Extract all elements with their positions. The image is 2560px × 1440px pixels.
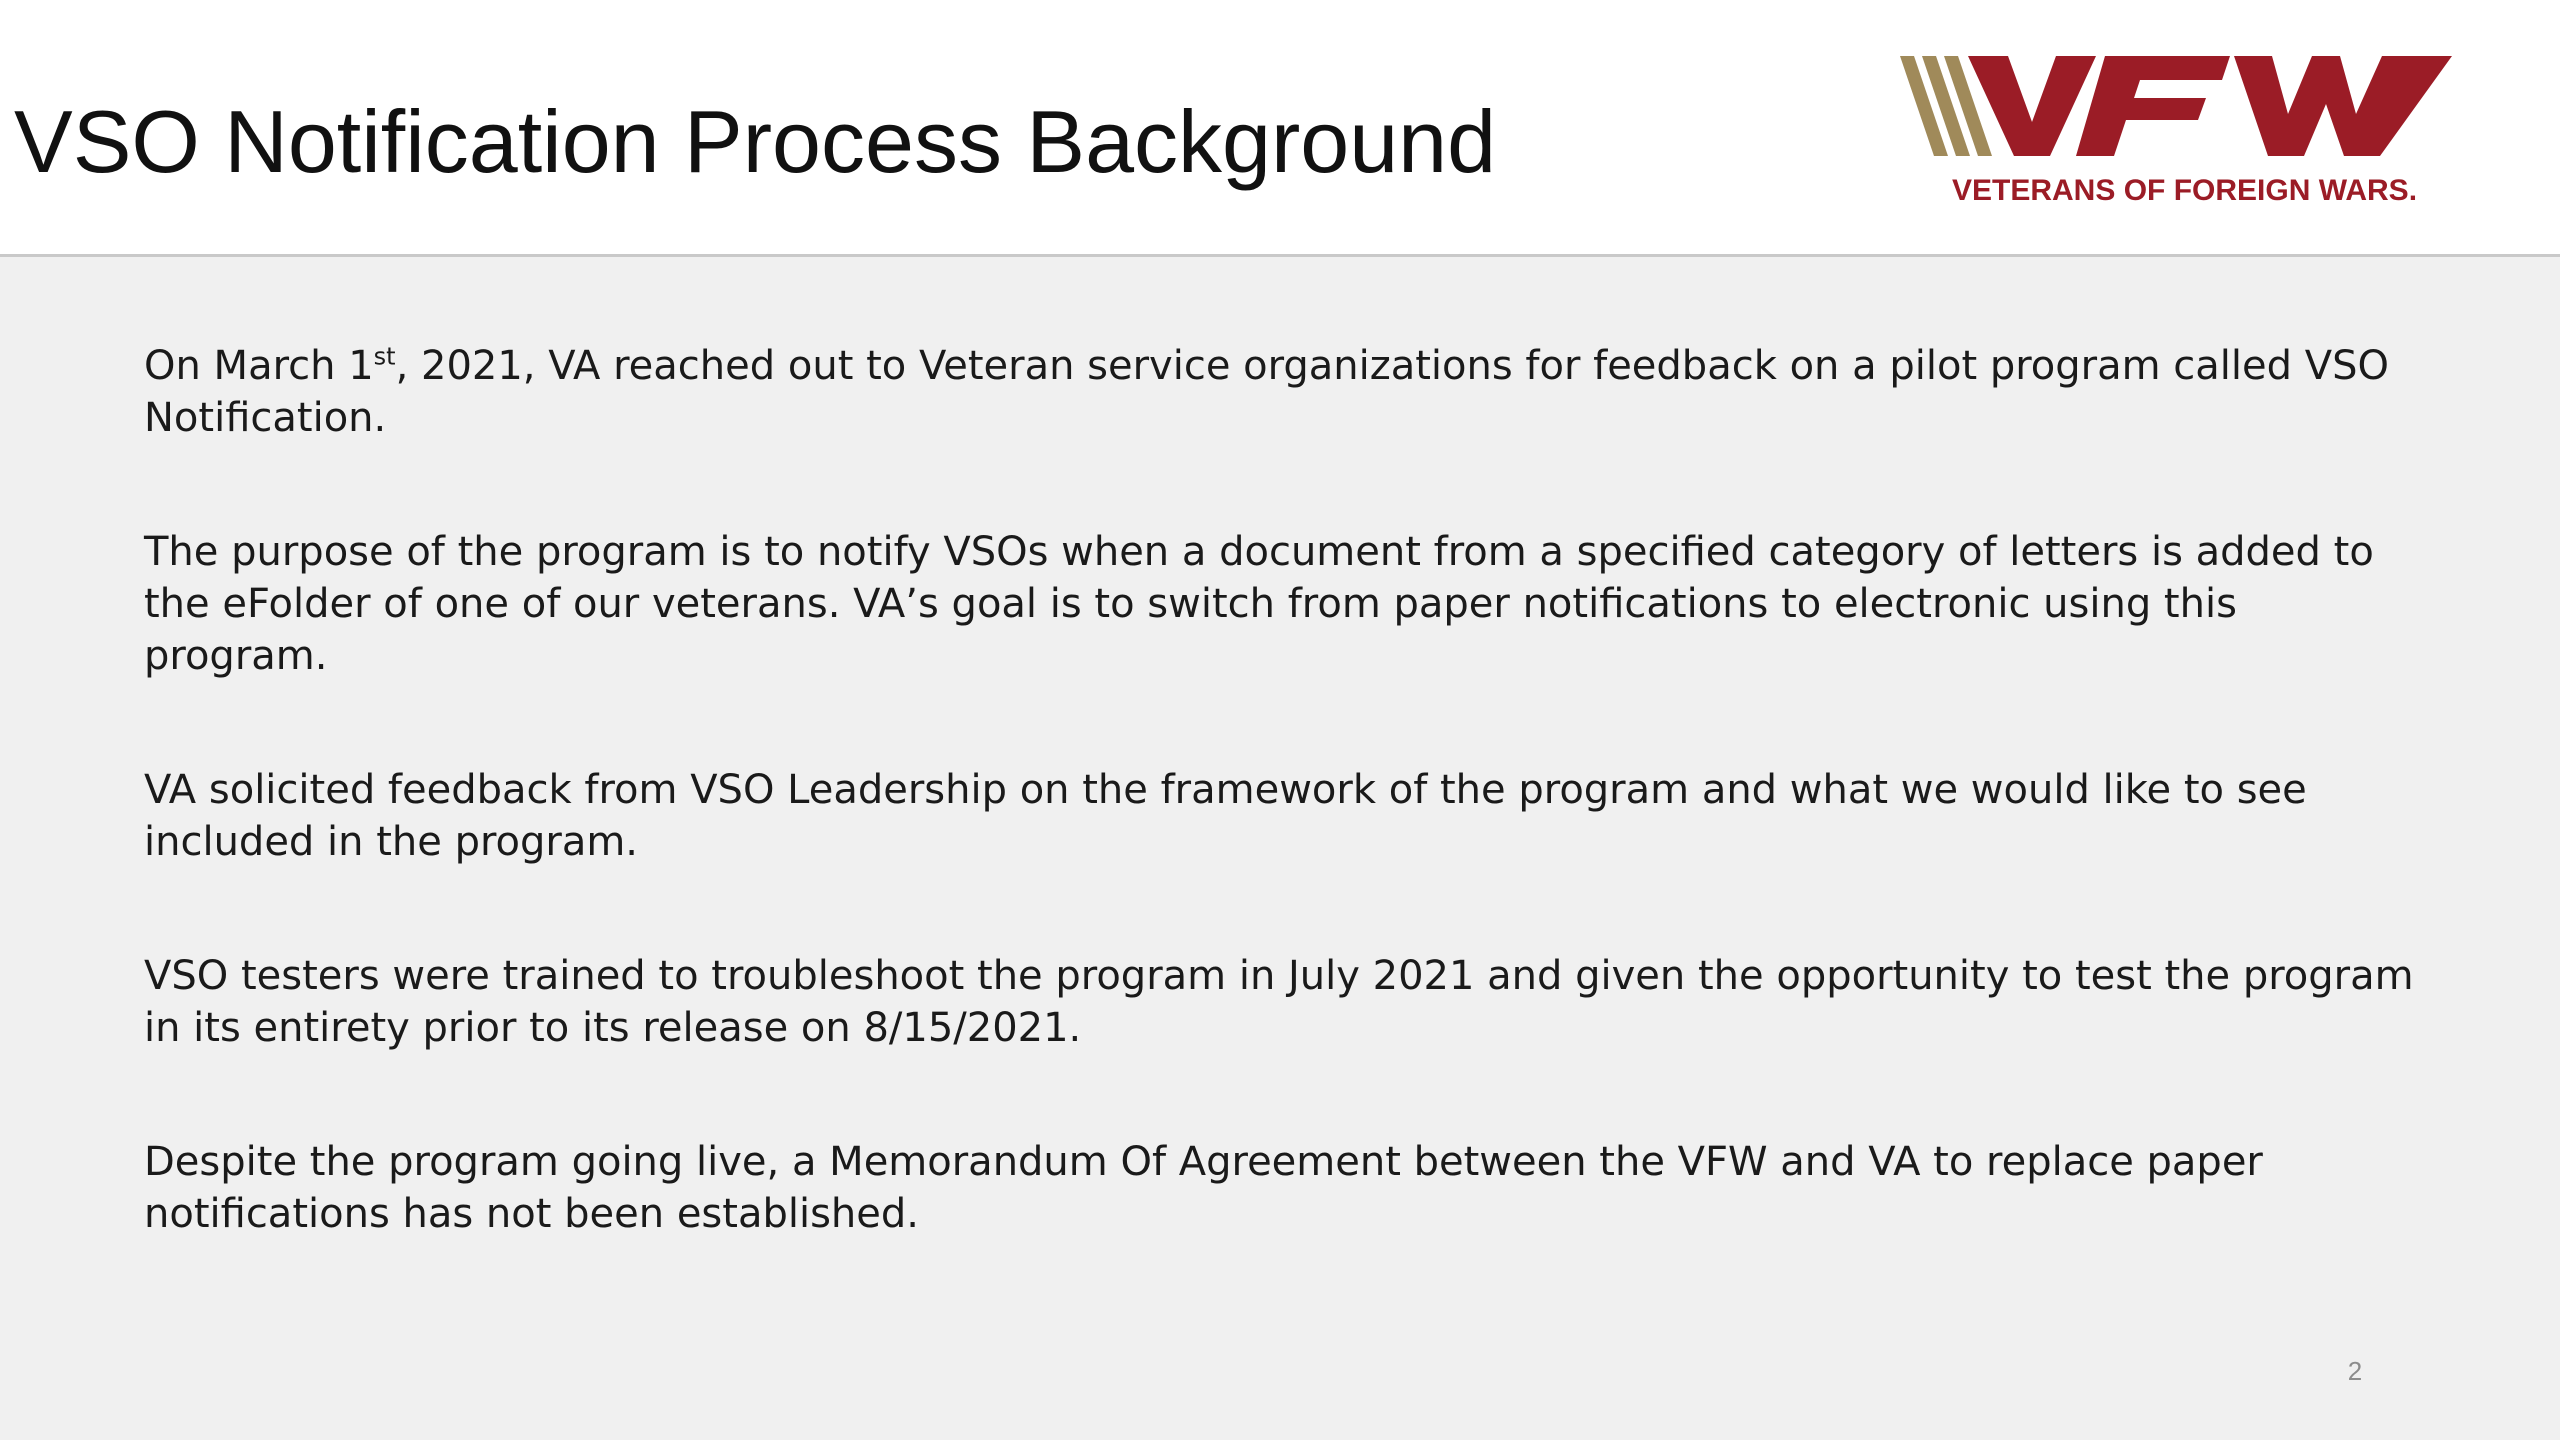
paragraph-3: VA solicited feedback from VSO Leadership on the framework of the program and what we would like to see included in the program. — [144, 767, 2320, 865]
vfw-logo-mark — [1900, 56, 2460, 176]
logo-letter-w — [2234, 56, 2452, 156]
slide-body — [144, 340, 2427, 1322]
paragraph-1 — [144, 340, 2424, 444]
slide-title: VSO Notification Process Background — [14, 92, 1497, 191]
vfw-logo — [1900, 56, 2460, 212]
page-number: 2 — [2347, 1356, 2363, 1386]
slide-header — [0, 0, 2560, 257]
paragraph-1-ordinal-suffix: st — [373, 342, 396, 371]
paragraph-1-start: On March 1 — [144, 343, 374, 389]
paragraph-4: VSO testers were trained to troubleshoot the program in July 2021 and given the opportunity to test the program in its entirety prior to its release on 8/15/2021. — [144, 953, 2427, 1051]
paragraph-1-rest: , 2021, VA reached out to Veteran service organizations for feedback on a pilot program called VSO Notification. — [144, 343, 2402, 441]
logo-tagline: VETERANS OF FOREIGN WARS. — [1952, 174, 2418, 207]
logo-letter-f — [2076, 56, 2230, 156]
paragraph-5: Despite the program going live, a Memorandum Of Agreement between the VFW and VA to replace paper notifications has not been established. — [144, 1139, 2276, 1237]
logo-letter-v — [1968, 56, 2096, 156]
paragraph-2: The purpose of the program is to notify VSOs when a document from a specified category of letters is added to the eFolder of one of our veterans. VA’s goal is to switch from paper notifications to electronic using this program. — [144, 529, 2387, 679]
